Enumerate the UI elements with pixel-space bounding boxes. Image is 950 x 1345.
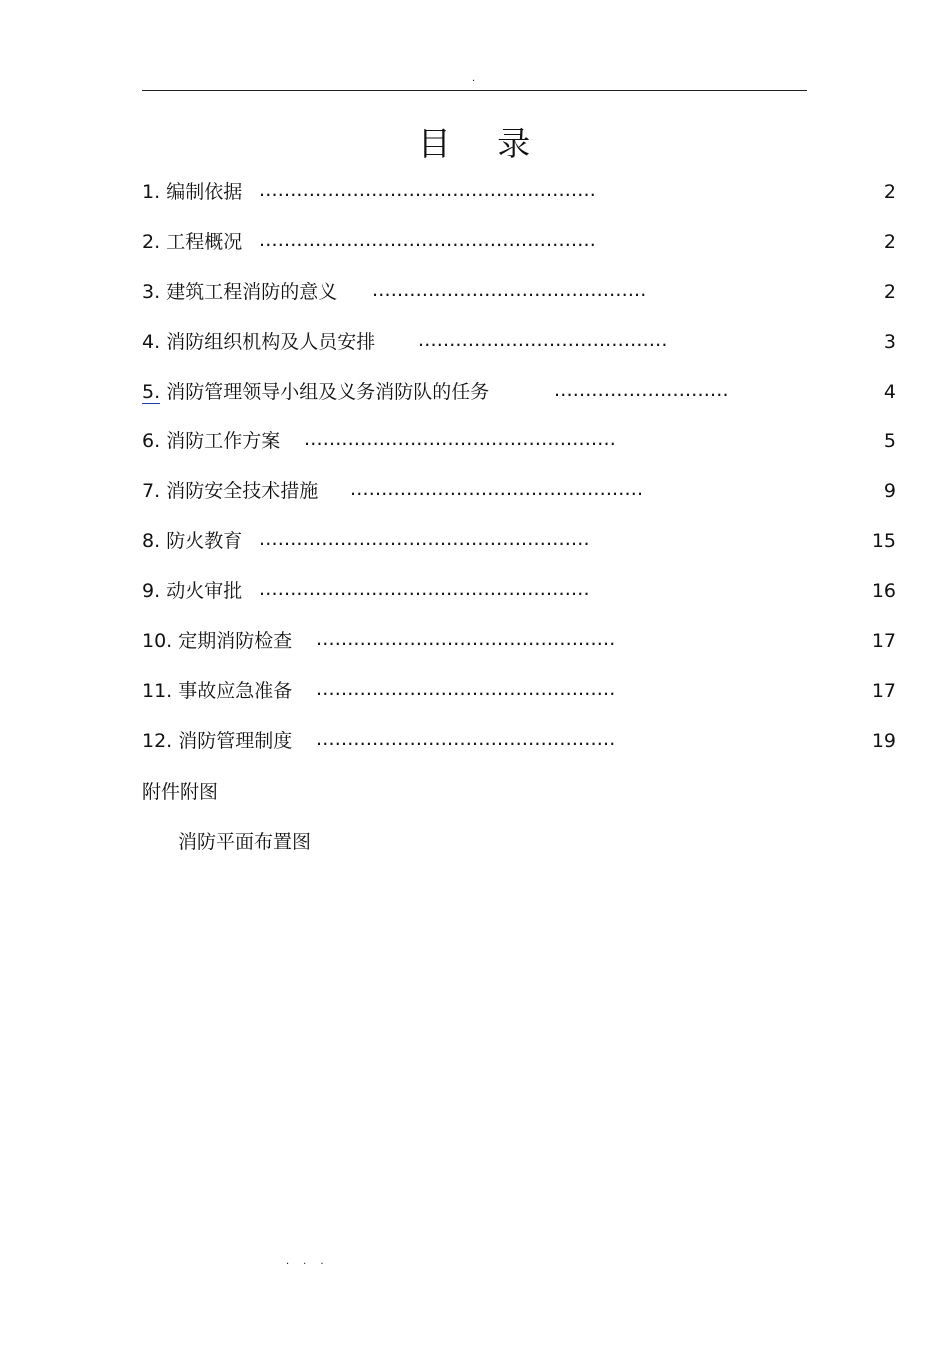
toc-page: 3 bbox=[883, 330, 896, 353]
footer-mark: ... bbox=[286, 1256, 338, 1267]
toc-page: 2 bbox=[883, 280, 896, 303]
toc-number: 4. bbox=[142, 330, 161, 353]
toc-label: 防火教育 bbox=[166, 530, 243, 553]
toc-number: 11. bbox=[142, 679, 173, 702]
toc-page: 2 bbox=[883, 181, 896, 203]
toc-page: 16 bbox=[871, 580, 896, 603]
toc-row[interactable] bbox=[142, 525, 896, 575]
toc-leader: ............................................ bbox=[372, 278, 647, 301]
toc-label: 编制依据 bbox=[166, 181, 243, 203]
toc-leader: ................................................ bbox=[316, 677, 616, 700]
toc-number: 1. bbox=[142, 181, 161, 203]
toc-page: 17 bbox=[871, 630, 896, 653]
toc-number: 8. bbox=[142, 530, 161, 553]
toc-number: 10. bbox=[142, 630, 173, 653]
toc-page: 19 bbox=[871, 729, 896, 752]
toc-row[interactable] bbox=[142, 226, 896, 276]
toc-label: 动火审批 bbox=[166, 580, 243, 603]
toc-leader: ............................ bbox=[554, 378, 729, 401]
toc-row[interactable] bbox=[142, 575, 896, 625]
toc-row[interactable] bbox=[142, 725, 896, 775]
toc-leader: ..................................................... bbox=[259, 528, 590, 551]
toc-number: 7. bbox=[142, 480, 161, 503]
toc-page: 4 bbox=[883, 380, 896, 403]
toc-label: 事故应急准备 bbox=[178, 679, 293, 702]
toc-label: 消防安全技术措施 bbox=[166, 480, 319, 503]
toc-row[interactable] bbox=[142, 276, 896, 326]
toc-number: 3. bbox=[142, 280, 161, 303]
toc-row[interactable] bbox=[142, 475, 896, 525]
page-title: 目 录 bbox=[417, 124, 549, 163]
toc-label: 定期消防检查 bbox=[178, 630, 293, 653]
toc-label: 消防工作方案 bbox=[166, 430, 281, 453]
toc-number: 2. bbox=[142, 230, 161, 253]
table-of-contents bbox=[142, 176, 896, 775]
toc-page: 17 bbox=[871, 679, 896, 702]
toc-page: 2 bbox=[883, 230, 896, 253]
appendix-item[interactable]: 消防平面布置图 bbox=[178, 831, 312, 853]
toc-row[interactable] bbox=[142, 326, 896, 376]
toc-leader: ...................................................... bbox=[259, 179, 596, 201]
toc-number: 12. bbox=[142, 729, 173, 752]
toc-label: 消防管理领导小组及义务消防队的任务 bbox=[166, 380, 490, 403]
toc-leader: ........................................ bbox=[418, 328, 668, 351]
toc-leader: ..................................................... bbox=[259, 578, 590, 601]
toc-row[interactable] bbox=[142, 376, 896, 426]
toc-label: 建筑工程消防的意义 bbox=[166, 280, 338, 303]
header-rule bbox=[142, 90, 807, 91]
toc-page: 15 bbox=[871, 530, 896, 553]
toc-page: 5 bbox=[883, 430, 896, 453]
toc-leader: .................................................. bbox=[304, 428, 616, 451]
appendix-heading: 附件附图 bbox=[142, 781, 219, 803]
toc-label: 消防组织机构及人员安排 bbox=[166, 330, 376, 353]
toc-leader: ................................................ bbox=[316, 628, 616, 651]
toc-leader: ............................................... bbox=[350, 478, 644, 501]
toc-label: 工程概况 bbox=[166, 230, 243, 253]
toc-row[interactable] bbox=[142, 675, 896, 725]
toc-row[interactable] bbox=[142, 625, 896, 675]
toc-row[interactable] bbox=[142, 176, 896, 226]
toc-leader: ...................................................... bbox=[259, 228, 596, 251]
toc-number: 6. bbox=[142, 430, 161, 453]
toc-row[interactable] bbox=[142, 425, 896, 475]
toc-page: 9 bbox=[883, 480, 896, 503]
toc-label: 消防管理制度 bbox=[178, 729, 293, 752]
toc-number: 5. bbox=[142, 380, 161, 403]
toc-leader: ................................................ bbox=[316, 727, 616, 750]
header-mark: . bbox=[472, 73, 476, 84]
toc-number: 9. bbox=[142, 580, 161, 603]
